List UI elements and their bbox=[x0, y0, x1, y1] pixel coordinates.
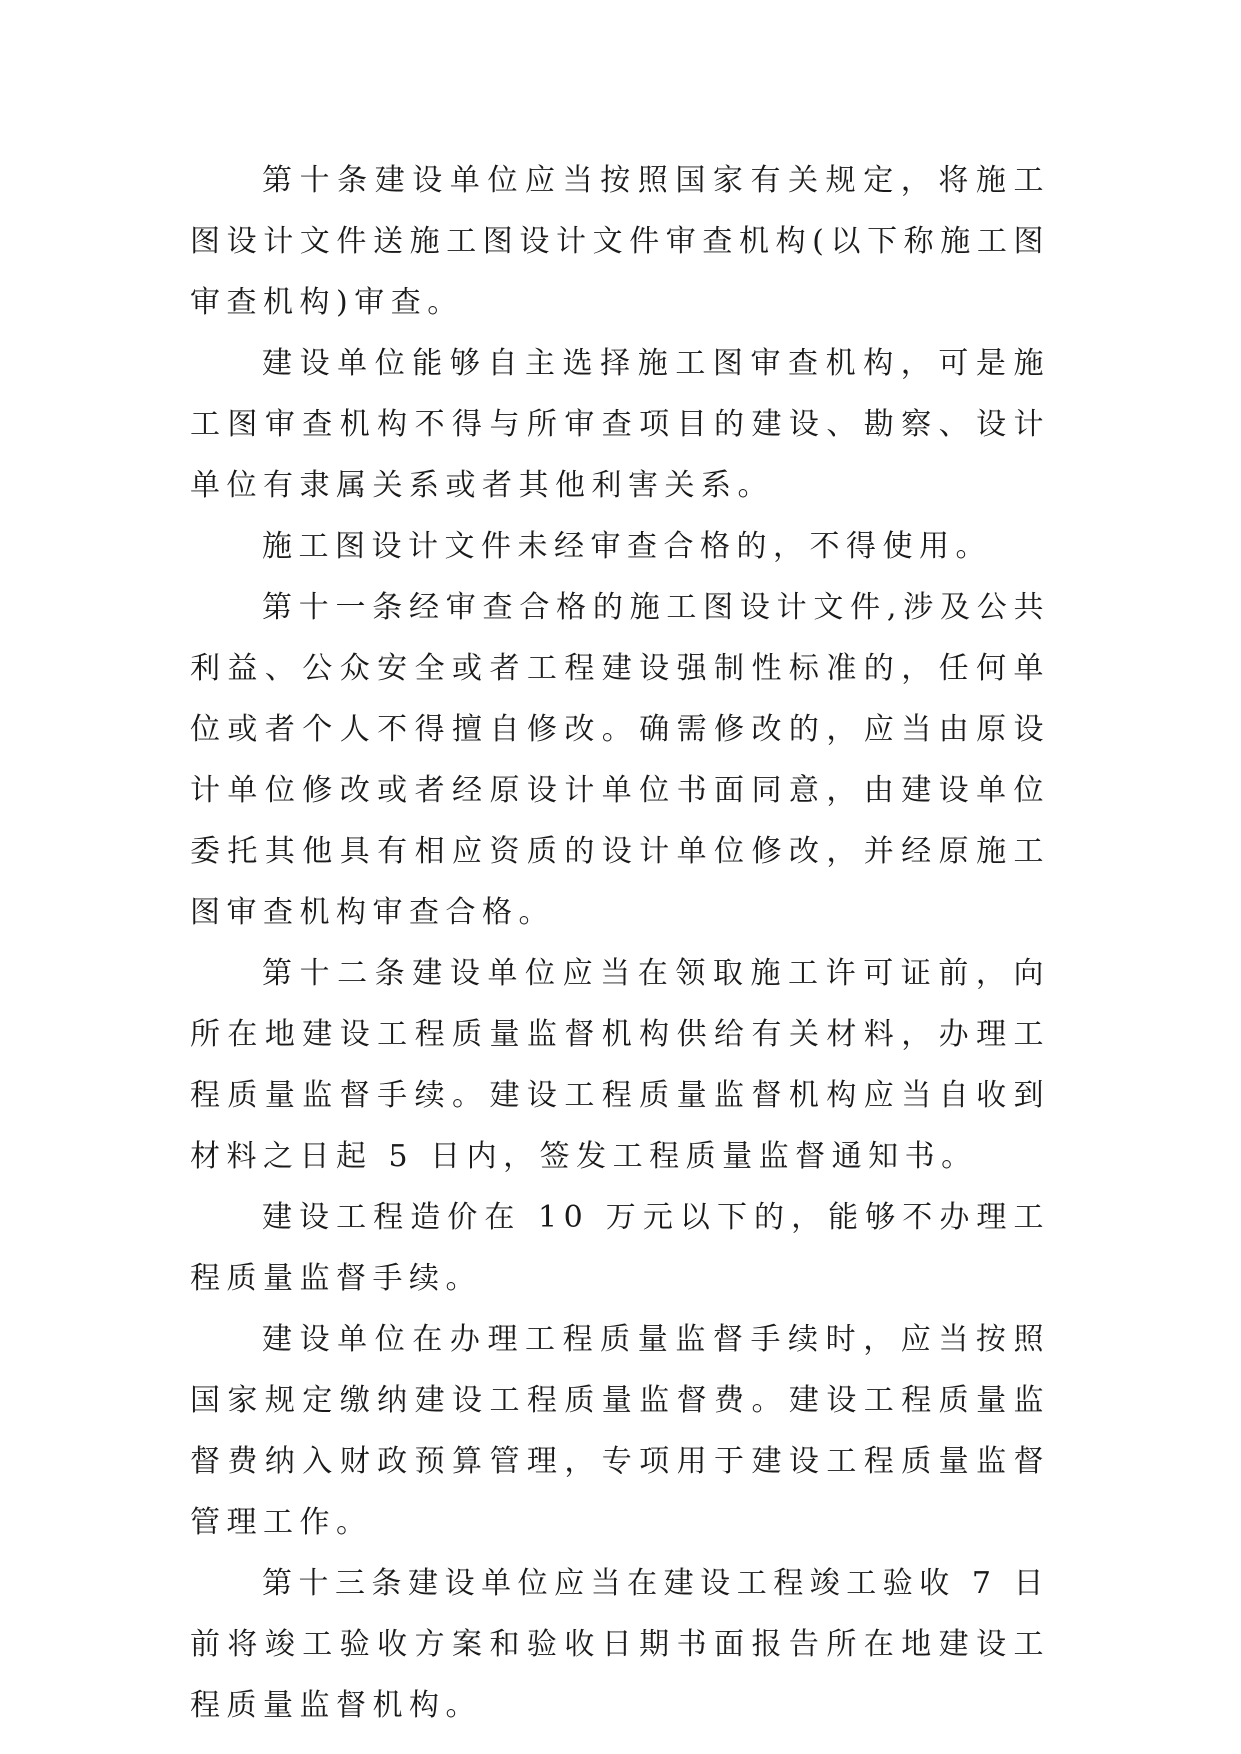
paragraph-review-agency-choice: 建设单位能够自主选择施工图审查机构，可是施工图审查机构不得与所审查项目的建设、勘察、设计单位有隶属关系或者其他利害关系。 bbox=[190, 346, 1050, 503]
paragraph-article-12: 第十二条建设单位应当在领取施工许可证前，向所在地建设工程质量监督机构供给有关材料，办理工程质量监督手续。建设工程质量监督机构应当自收到材料之日起 5 日内，签发工程质量监督通知书。 bbox=[190, 956, 1050, 1174]
paragraph-unreviewed-drawings: 施工图设计文件未经审查合格的，不得使用。 bbox=[262, 529, 992, 564]
paragraph-supervision-fee: 建设单位在办理工程质量监督手续时，应当按照国家规定缴纳建设工程质量监督费。建设工程质量监督费纳入财政预算管理，专项用于建设工程质量监督管理工作。 bbox=[190, 1322, 1050, 1540]
paragraph-article-11: 第十一条经审查合格的施工图设计文件,涉及公共利益、公众安全或者工程建设强制性标准的，任何单位或者个人不得擅自修改。确需修改的，应当由原设计单位修改或者经原设计单位书面同意，由建设单位委托其他具有相应资质的设计单位修改，并经原施工图审查机构审查合格。 bbox=[190, 590, 1050, 930]
document-body bbox=[190, 150, 1050, 1736]
paragraph-article-13: 第十三条建设单位应当在建设工程竣工验收 7 日前将竣工验收方案和验收日期书面报告所在地建设工程质量监督机构。 bbox=[190, 1566, 1050, 1723]
paragraph-article-10: 第十条建设单位应当按照国家有关规定，将施工图设计文件送施工图设计文件审查机构(以下称施工图审查机构)审查。 bbox=[190, 163, 1050, 320]
paragraph-cost-threshold: 建设工程造价在 10 万元以下的，能够不办理工程质量监督手续。 bbox=[190, 1200, 1050, 1296]
